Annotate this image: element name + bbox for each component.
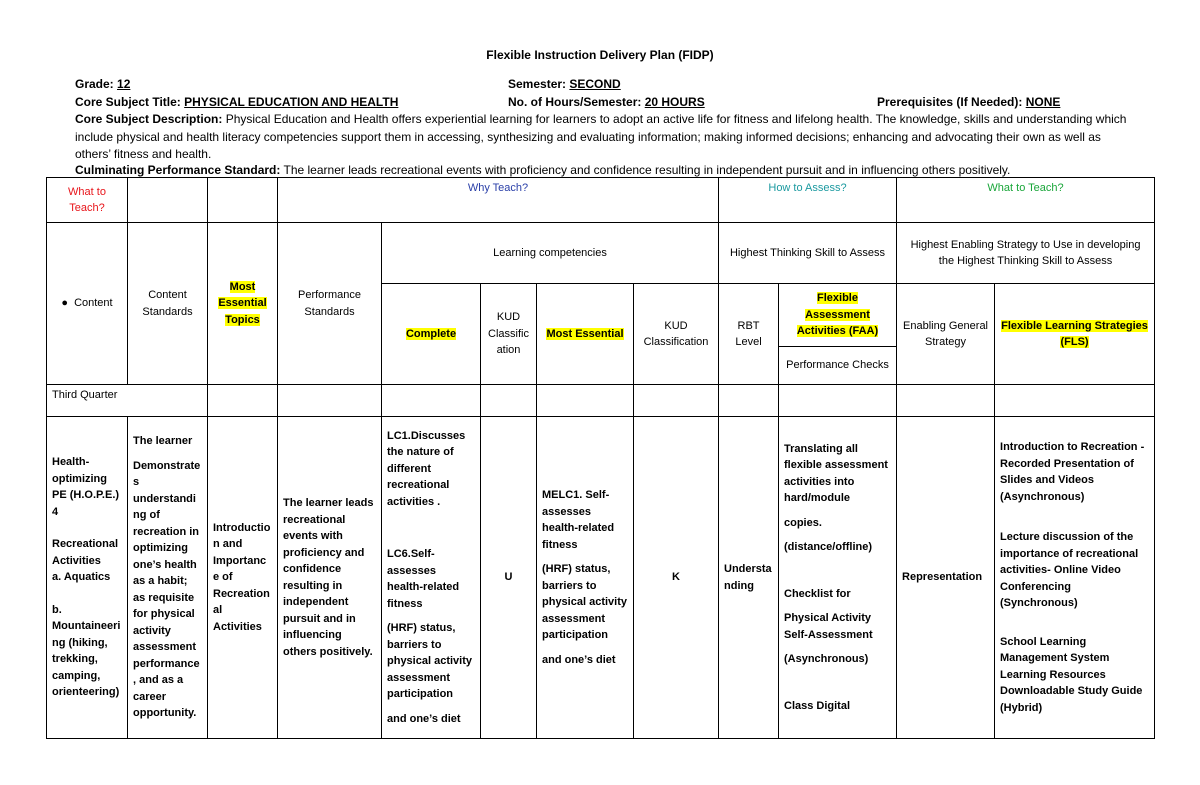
prereq-line: [877, 95, 1060, 110]
grade-line: [75, 77, 130, 92]
prereq-value: NONE: [1025, 95, 1061, 109]
kud-classification-header-2: KUD Classification: [634, 284, 719, 385]
bullet-icon: ●: [61, 297, 69, 310]
faa-header: Flexible Assessment Activities (FAA): [779, 284, 897, 347]
highest-enabling-strategy-header: Highest Enabling Strategy to Use in developing the Highest Thinking Skill to Assess: [897, 223, 1155, 284]
empty-cell: [537, 385, 634, 417]
hours-line: [508, 95, 705, 110]
hours-value: 20 HOURS: [644, 95, 705, 109]
empty-cell: [897, 385, 995, 417]
header-row-1: [47, 178, 1155, 223]
fls-header: Flexible Learning Strategies (FLS): [995, 284, 1155, 385]
most-essential-cell: MELC1. Self-assesses health-related fitness (HRF) status, barriers to physical activity assessment participation and one’s diet: [537, 417, 634, 739]
performance-checks-header: Performance Checks: [779, 347, 897, 385]
empty-cell: [634, 385, 719, 417]
quarter-row: [47, 385, 1155, 417]
complete-header: Complete: [382, 284, 481, 385]
empty-cell: [208, 178, 278, 223]
why-teach: Why Teach?: [278, 178, 719, 223]
quarter-label: Third Quarter: [47, 385, 208, 417]
grade-label: Grade:: [75, 77, 114, 91]
semester-label: Semester:: [508, 77, 567, 91]
semester-value: SECOND: [569, 77, 621, 91]
highest-thinking-skill-header: Highest Thinking Skill to Assess: [719, 223, 897, 284]
fidp-table: [46, 177, 1155, 739]
strategy-cell: Representation: [897, 417, 995, 739]
subject-description: [75, 111, 1135, 164]
learning-competencies-header: Learning competencies: [382, 223, 719, 284]
kud-cell-2: K: [634, 417, 719, 739]
subject-label: Core Subject Title:: [75, 95, 181, 109]
content-cell: Health-optimizing PE (H.O.P.E.) 4 Recreational Activities a. Aquatics b. Mountaineering (hiking, trekking, camping, orienteering): [47, 417, 128, 739]
empty-cell: [128, 178, 208, 223]
most-essential-topics-header: Most Essential Topics: [208, 223, 278, 385]
performance-standards-cell: The learner leads recreational events with proficiency and confidence resulting in independent pursuit and in influencing others positively.: [278, 417, 382, 739]
standard-label: Culminating Performance Standard:: [75, 163, 281, 177]
hours-label: No. of Hours/Semester:: [508, 95, 642, 109]
prereq-label: Prerequisites (If Needed):: [877, 95, 1023, 109]
most-essential-header: Most Essential: [537, 284, 634, 385]
kud-cell-1: U: [481, 417, 537, 739]
topic-cell: Introduction and Importance of Recreational Activities: [208, 417, 278, 739]
what-to-teach-right: What to Teach?: [897, 178, 1155, 223]
content-header: ● Content: [47, 223, 128, 385]
content-standards-cell: The learner Demonstrates understanding of recreation in optimizing one’s health as a habit; as requisite for physical activity assessment performance, and as a career opportunity.: [128, 417, 208, 739]
subject-value: PHYSICAL EDUCATION AND HEALTH: [184, 95, 399, 109]
document-title: Flexible Instruction Delivery Plan (FIDP): [486, 48, 714, 62]
empty-cell: [779, 385, 897, 417]
table-row: [47, 417, 1155, 739]
complete-cell: LC1.Discusses the nature of different recreational activities . LC6.Self-assesses health-related fitness (HRF) status, barriers to physical activity assessment participation and one’s diet: [382, 417, 481, 739]
empty-cell: [382, 385, 481, 417]
empty-cell: [208, 385, 278, 417]
description-label: Core Subject Description:: [75, 112, 223, 126]
subject-line: [75, 95, 398, 110]
empty-cell: [995, 385, 1155, 417]
fls-cell: Introduction to Recreation - Recorded Presentation of Slides and Videos (Asynchronous) Lecture discussion of the importance of recreational activities- Online Video Conferencing (Synchronous) School Learning Management System Learning Resources Downloadable Study Guide (Hybrid): [995, 417, 1155, 739]
kud-classification-header-1: KUD Classification: [481, 284, 537, 385]
standard-text: The learner leads recreational events with proficiency and confidence resulting in independent pursuit and in influencing others positively.: [283, 163, 1011, 177]
header-row-2: [47, 223, 1155, 284]
rbt-cell: Understanding: [719, 417, 779, 739]
empty-cell: [481, 385, 537, 417]
faa-cell: Translating all flexible assessment activities into hard/module copies. (distance/offline) Checklist for Physical Activity Self-Assessment (Asynchronous) Class Digital: [779, 417, 897, 739]
content-standards-header: Content Standards: [128, 223, 208, 385]
how-to-assess: How to Assess?: [719, 178, 897, 223]
empty-cell: [278, 385, 382, 417]
performance-standards-header: Performance Standards: [278, 223, 382, 385]
enabling-general-strategy-header: Enabling General Strategy: [897, 284, 995, 385]
description-text: Physical Education and Health offers experiential learning for learners to adopt an active life for fitness and lifelong health. The knowledge, skills and understanding which include physical and health literacy competencies support them in accessing, synthesizing and evaluating information; making informed decisions; enhancing and advocating their own as well as others’ fitness and health.: [75, 112, 1127, 161]
semester-line: [508, 77, 621, 92]
grade-value: 12: [117, 77, 131, 91]
empty-cell: [719, 385, 779, 417]
rbt-level-header: RBT Level: [719, 284, 779, 385]
what-to-teach-left: What to Teach?: [47, 178, 128, 223]
